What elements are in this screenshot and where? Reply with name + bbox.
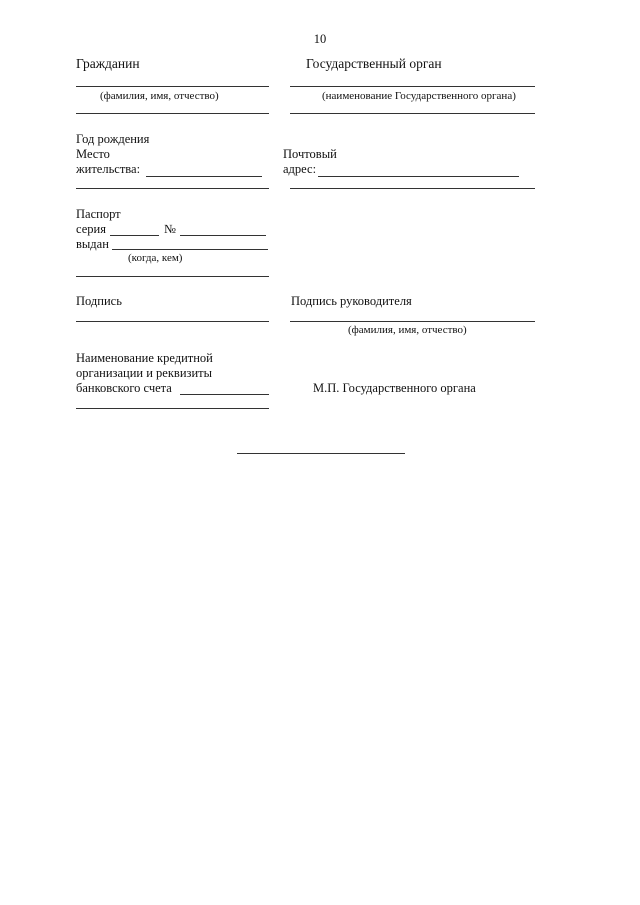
issued-label: выдан bbox=[76, 237, 109, 251]
head-fio-caption: (фамилия, имя, отчество) bbox=[348, 324, 467, 336]
head-signature-line[interactable] bbox=[290, 321, 535, 322]
birth-year-label: Год рождения bbox=[76, 132, 150, 146]
citizen-fio-caption: (фамилия, имя, отчество) bbox=[100, 90, 219, 102]
gov-name-line[interactable] bbox=[290, 86, 535, 87]
citizen-header: Гражданин bbox=[76, 56, 140, 71]
residence-label-2: жительства: bbox=[76, 162, 141, 176]
passport-number-field[interactable] bbox=[180, 235, 266, 236]
number-sign: № bbox=[164, 222, 176, 236]
postal-field-2[interactable] bbox=[290, 188, 535, 189]
citizen-signature-line[interactable] bbox=[76, 321, 269, 322]
seal-label: М.П. Государственного органа bbox=[313, 381, 476, 395]
head-signature-label: Подпись руководителя bbox=[291, 294, 412, 308]
bank-field[interactable] bbox=[180, 394, 269, 395]
series-field[interactable] bbox=[110, 235, 159, 236]
bank-label-2: организации и реквизиты bbox=[76, 366, 212, 380]
gov-name-caption: (наименование Государственного органа) bbox=[322, 90, 516, 102]
residence-label-1: Место bbox=[76, 147, 110, 161]
issued-field-2[interactable] bbox=[76, 276, 269, 277]
postal-field[interactable] bbox=[318, 176, 519, 177]
closing-divider bbox=[237, 453, 405, 454]
postal-label-1: Почтовый bbox=[283, 147, 337, 161]
issued-caption: (когда, кем) bbox=[128, 252, 183, 264]
gov-name-line-2[interactable] bbox=[290, 113, 535, 114]
bank-field-2[interactable] bbox=[76, 408, 269, 409]
series-label: серия bbox=[76, 222, 106, 236]
page-number: 10 bbox=[313, 32, 327, 46]
residence-field-2[interactable] bbox=[76, 188, 269, 189]
citizen-signature-label: Подпись bbox=[76, 294, 122, 308]
gov-body-header: Государственный орган bbox=[306, 56, 442, 71]
issued-field[interactable] bbox=[112, 249, 268, 250]
passport-label: Паспорт bbox=[76, 207, 121, 221]
citizen-name-line-2 bbox=[76, 113, 269, 114]
bank-label-1: Наименование кредитной bbox=[76, 351, 213, 365]
postal-label-2: адрес: bbox=[283, 162, 317, 176]
citizen-name-line bbox=[76, 86, 269, 87]
bank-label-3: банковского счета bbox=[76, 381, 172, 395]
residence-field[interactable] bbox=[146, 176, 262, 177]
